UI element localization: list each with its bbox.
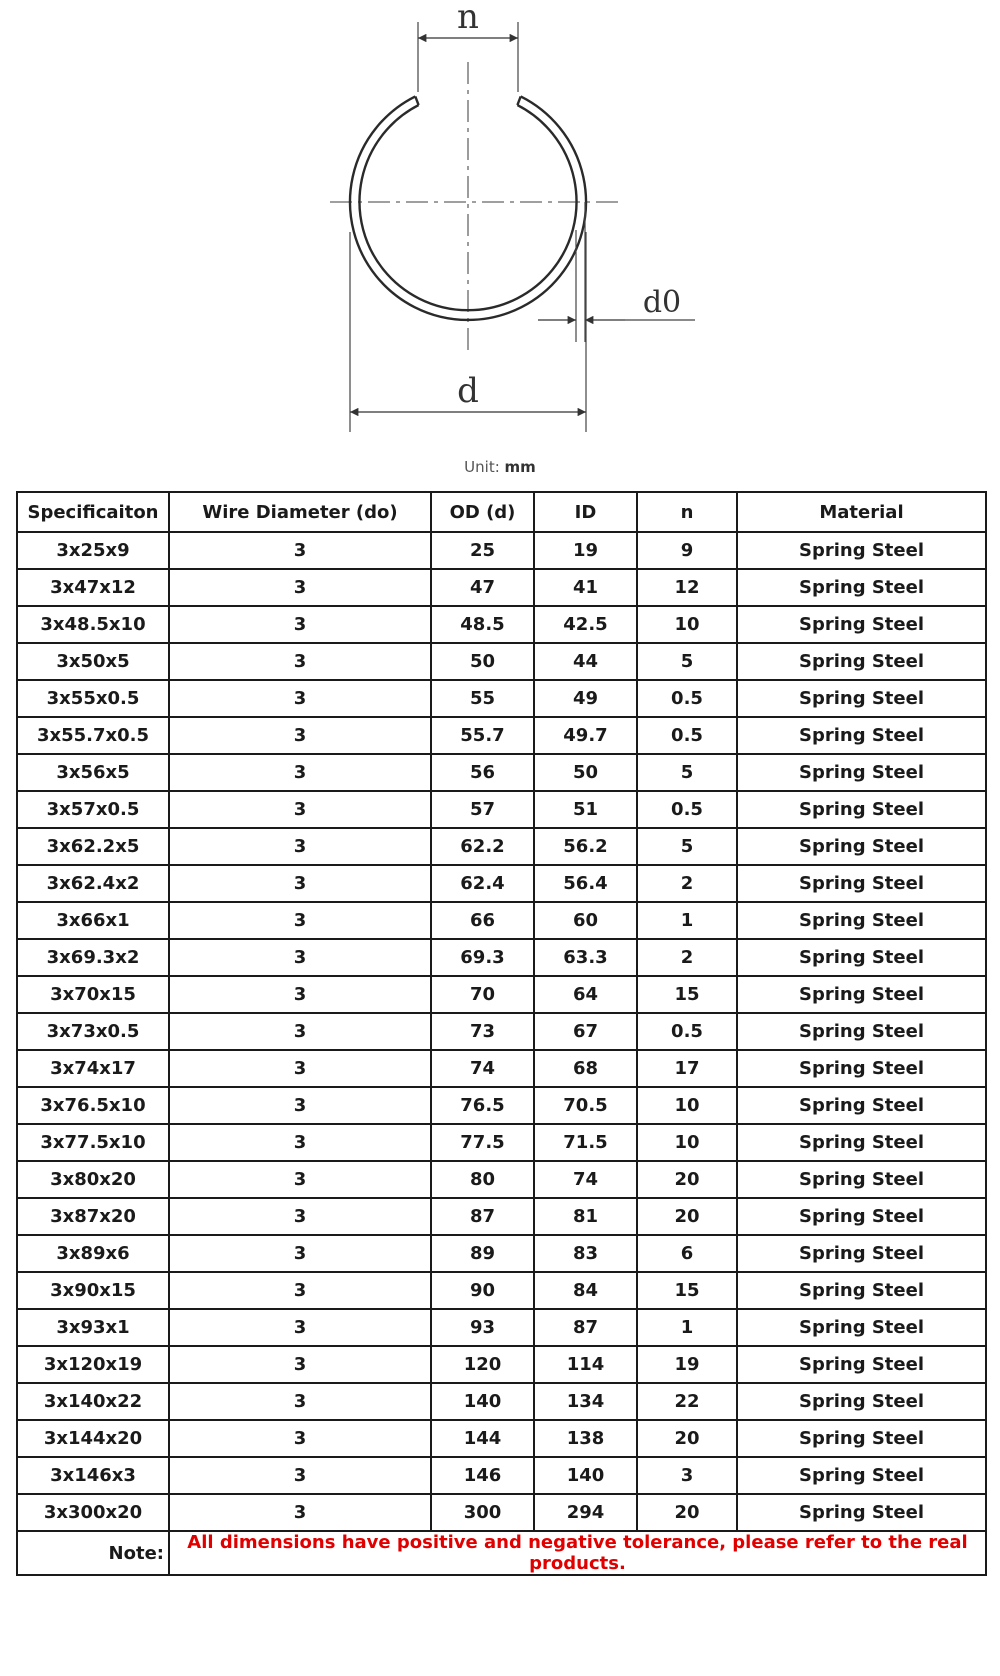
cell-specification: 3x77.5x10: [17, 1124, 169, 1161]
d0-label: d0: [642, 285, 682, 320]
cell-specification: 3x69.3x2: [17, 939, 169, 976]
unit-value: mm: [504, 458, 536, 476]
cell-wire-diameter: 3: [169, 902, 431, 939]
header-id: ID: [534, 492, 637, 532]
cell-od: 90: [431, 1272, 534, 1309]
cell-id: 68: [534, 1050, 637, 1087]
table-row: [17, 1346, 986, 1383]
cell-id: 87: [534, 1309, 637, 1346]
cell-od: 25: [431, 532, 534, 569]
cell-wire-diameter: 3: [169, 1124, 431, 1161]
table-row: [17, 791, 986, 828]
cell-specification: 3x90x15: [17, 1272, 169, 1309]
cell-specification: 3x50x5: [17, 643, 169, 680]
table-row: [17, 1420, 986, 1457]
cell-wire-diameter: 3: [169, 606, 431, 643]
cell-id: 51: [534, 791, 637, 828]
cell-specification: 3x73x0.5: [17, 1013, 169, 1050]
cell-specification: 3x62.4x2: [17, 865, 169, 902]
cell-wire-diameter: 3: [169, 1198, 431, 1235]
table-row: [17, 1235, 986, 1272]
cell-n: 0.5: [637, 717, 737, 754]
cell-n: 2: [637, 865, 737, 902]
cell-od: 55.7: [431, 717, 534, 754]
cell-wire-diameter: 3: [169, 1013, 431, 1050]
cell-wire-diameter: 3: [169, 976, 431, 1013]
cell-id: 50: [534, 754, 637, 791]
header-row: [17, 492, 986, 532]
cell-n: 2: [637, 939, 737, 976]
cell-n: 6: [637, 1235, 737, 1272]
cell-specification: 3x57x0.5: [17, 791, 169, 828]
cell-n: 5: [637, 643, 737, 680]
cell-specification: 3x25x9: [17, 532, 169, 569]
cell-wire-diameter: 3: [169, 1050, 431, 1087]
table-row: [17, 680, 986, 717]
cell-specification: 3x47x12: [17, 569, 169, 606]
header-wire-diameter: Wire Diameter (do): [169, 492, 431, 532]
cell-n: 20: [637, 1198, 737, 1235]
table-row: [17, 828, 986, 865]
cell-material: Spring Steel: [737, 1124, 986, 1161]
table-row: [17, 1013, 986, 1050]
cell-wire-diameter: 3: [169, 1420, 431, 1457]
table-row: [17, 717, 986, 754]
cell-od: 80: [431, 1161, 534, 1198]
cell-od: 87: [431, 1198, 534, 1235]
cell-od: 140: [431, 1383, 534, 1420]
ring-dimension-diagram: [0, 0, 1000, 470]
cell-od: 66: [431, 902, 534, 939]
cell-id: 294: [534, 1494, 637, 1531]
cell-id: 134: [534, 1383, 637, 1420]
table-row: [17, 1309, 986, 1346]
cell-n: 17: [637, 1050, 737, 1087]
cell-id: 41: [534, 569, 637, 606]
cell-material: Spring Steel: [737, 1494, 986, 1531]
cell-od: 57: [431, 791, 534, 828]
table-row: [17, 1494, 986, 1531]
cell-specification: 3x62.2x5: [17, 828, 169, 865]
cell-od: 48.5: [431, 606, 534, 643]
cell-id: 44: [534, 643, 637, 680]
cell-od: 73: [431, 1013, 534, 1050]
cell-od: 93: [431, 1309, 534, 1346]
cell-id: 49: [534, 680, 637, 717]
table-row: [17, 1383, 986, 1420]
cell-od: 62.4: [431, 865, 534, 902]
cell-specification: 3x89x6: [17, 1235, 169, 1272]
cell-wire-diameter: 3: [169, 680, 431, 717]
cell-od: 77.5: [431, 1124, 534, 1161]
cell-id: 70.5: [534, 1087, 637, 1124]
cell-wire-diameter: 3: [169, 569, 431, 606]
cell-material: Spring Steel: [737, 680, 986, 717]
cell-n: 1: [637, 902, 737, 939]
cell-od: 89: [431, 1235, 534, 1272]
cell-specification: 3x55.7x0.5: [17, 717, 169, 754]
table-row: [17, 1272, 986, 1309]
cell-material: Spring Steel: [737, 1050, 986, 1087]
cell-material: Spring Steel: [737, 606, 986, 643]
cell-material: Spring Steel: [737, 791, 986, 828]
cell-od: 50: [431, 643, 534, 680]
cell-material: Spring Steel: [737, 532, 986, 569]
cell-specification: 3x70x15: [17, 976, 169, 1013]
cell-specification: 3x48.5x10: [17, 606, 169, 643]
cell-specification: 3x80x20: [17, 1161, 169, 1198]
cell-n: 5: [637, 828, 737, 865]
cell-specification: 3x93x1: [17, 1309, 169, 1346]
table-row: [17, 643, 986, 680]
table-row: [17, 754, 986, 791]
cell-id: 64: [534, 976, 637, 1013]
cell-specification: 3x66x1: [17, 902, 169, 939]
cell-od: 146: [431, 1457, 534, 1494]
cell-wire-diameter: 3: [169, 1494, 431, 1531]
cell-od: 76.5: [431, 1087, 534, 1124]
table-row: [17, 1087, 986, 1124]
cell-n: 15: [637, 976, 737, 1013]
cell-wire-diameter: 3: [169, 1383, 431, 1420]
cell-wire-diameter: 3: [169, 828, 431, 865]
cell-id: 19: [534, 532, 637, 569]
spec-table: [16, 491, 987, 1576]
cell-material: Spring Steel: [737, 1420, 986, 1457]
cell-specification: 3x144x20: [17, 1420, 169, 1457]
cell-material: Spring Steel: [737, 569, 986, 606]
unit-caption: [0, 458, 1000, 476]
cell-od: 62.2: [431, 828, 534, 865]
cell-material: Spring Steel: [737, 1309, 986, 1346]
cell-od: 70: [431, 976, 534, 1013]
cell-material: Spring Steel: [737, 754, 986, 791]
cell-id: 81: [534, 1198, 637, 1235]
cell-id: 42.5: [534, 606, 637, 643]
cell-od: 69.3: [431, 939, 534, 976]
cell-specification: 3x56x5: [17, 754, 169, 791]
table-row: [17, 569, 986, 606]
table-row: [17, 532, 986, 569]
cell-wire-diameter: 3: [169, 717, 431, 754]
table-row: [17, 976, 986, 1013]
cell-od: 74: [431, 1050, 534, 1087]
table-body: [17, 532, 986, 1531]
cell-n: 10: [637, 1124, 737, 1161]
cell-specification: 3x300x20: [17, 1494, 169, 1531]
cell-od: 120: [431, 1346, 534, 1383]
table-row: [17, 1124, 986, 1161]
header-od: OD (d): [431, 492, 534, 532]
cell-wire-diameter: 3: [169, 1161, 431, 1198]
cell-id: 83: [534, 1235, 637, 1272]
cell-wire-diameter: 3: [169, 939, 431, 976]
table-row: [17, 1161, 986, 1198]
note-row: [17, 1531, 986, 1575]
cell-n: 5: [637, 754, 737, 791]
cell-id: 60: [534, 902, 637, 939]
cell-material: Spring Steel: [737, 939, 986, 976]
cell-wire-diameter: 3: [169, 643, 431, 680]
cell-id: 56.2: [534, 828, 637, 865]
cell-n: 10: [637, 606, 737, 643]
cell-id: 67: [534, 1013, 637, 1050]
cell-wire-diameter: 3: [169, 1272, 431, 1309]
cell-n: 3: [637, 1457, 737, 1494]
cell-id: 138: [534, 1420, 637, 1457]
cell-material: Spring Steel: [737, 1272, 986, 1309]
cell-material: Spring Steel: [737, 643, 986, 680]
cell-id: 74: [534, 1161, 637, 1198]
cell-material: Spring Steel: [737, 976, 986, 1013]
cell-material: Spring Steel: [737, 1087, 986, 1124]
cell-material: Spring Steel: [737, 902, 986, 939]
cell-specification: 3x74x17: [17, 1050, 169, 1087]
cell-material: Spring Steel: [737, 865, 986, 902]
cell-material: Spring Steel: [737, 1198, 986, 1235]
cell-material: Spring Steel: [737, 828, 986, 865]
table-row: [17, 865, 986, 902]
d-label: d: [457, 371, 479, 411]
cell-n: 10: [637, 1087, 737, 1124]
cell-material: Spring Steel: [737, 1346, 986, 1383]
cell-n: 20: [637, 1161, 737, 1198]
table-row: [17, 1457, 986, 1494]
n-label: n: [457, 0, 479, 37]
cell-wire-diameter: 3: [169, 532, 431, 569]
cell-n: 22: [637, 1383, 737, 1420]
table-row: [17, 1050, 986, 1087]
gap-end-right: [517, 96, 520, 105]
table-row: [17, 939, 986, 976]
cell-id: 56.4: [534, 865, 637, 902]
table-row: [17, 1198, 986, 1235]
table-row: [17, 902, 986, 939]
cell-material: Spring Steel: [737, 1457, 986, 1494]
header-specification: Specificaiton: [17, 492, 169, 532]
cell-specification: 3x87x20: [17, 1198, 169, 1235]
cell-n: 1: [637, 1309, 737, 1346]
cell-n: 20: [637, 1494, 737, 1531]
cell-id: 49.7: [534, 717, 637, 754]
unit-label: Unit:: [464, 458, 500, 476]
cell-wire-diameter: 3: [169, 1087, 431, 1124]
cell-n: 20: [637, 1420, 737, 1457]
cell-id: 71.5: [534, 1124, 637, 1161]
cell-od: 56: [431, 754, 534, 791]
table-row: [17, 606, 986, 643]
note-text: All dimensions have positive and negative tolerance, please refer to the real products.: [169, 1531, 986, 1575]
cell-n: 9: [637, 532, 737, 569]
cell-id: 84: [534, 1272, 637, 1309]
cell-wire-diameter: 3: [169, 1457, 431, 1494]
cell-specification: 3x120x19: [17, 1346, 169, 1383]
cell-n: 0.5: [637, 680, 737, 717]
cell-od: 55: [431, 680, 534, 717]
cell-specification: 3x140x22: [17, 1383, 169, 1420]
cell-wire-diameter: 3: [169, 1346, 431, 1383]
cell-specification: 3x76.5x10: [17, 1087, 169, 1124]
cell-material: Spring Steel: [737, 1383, 986, 1420]
cell-wire-diameter: 3: [169, 754, 431, 791]
cell-material: Spring Steel: [737, 1161, 986, 1198]
gap-end-left: [415, 96, 418, 105]
cell-id: 114: [534, 1346, 637, 1383]
note-label: Note:: [17, 1531, 169, 1575]
cell-wire-diameter: 3: [169, 865, 431, 902]
cell-wire-diameter: 3: [169, 791, 431, 828]
cell-wire-diameter: 3: [169, 1235, 431, 1272]
cell-specification: 3x55x0.5: [17, 680, 169, 717]
cell-od: 47: [431, 569, 534, 606]
cell-material: Spring Steel: [737, 1235, 986, 1272]
cell-specification: 3x146x3: [17, 1457, 169, 1494]
cell-n: 0.5: [637, 1013, 737, 1050]
cell-id: 63.3: [534, 939, 637, 976]
header-n: n: [637, 492, 737, 532]
cell-n: 12: [637, 569, 737, 606]
cell-n: 19: [637, 1346, 737, 1383]
cell-od: 144: [431, 1420, 534, 1457]
cell-wire-diameter: 3: [169, 1309, 431, 1346]
cell-n: 15: [637, 1272, 737, 1309]
cell-id: 140: [534, 1457, 637, 1494]
cell-od: 300: [431, 1494, 534, 1531]
cell-material: Spring Steel: [737, 717, 986, 754]
header-material: Material: [737, 492, 986, 532]
cell-n: 0.5: [637, 791, 737, 828]
cell-material: Spring Steel: [737, 1013, 986, 1050]
